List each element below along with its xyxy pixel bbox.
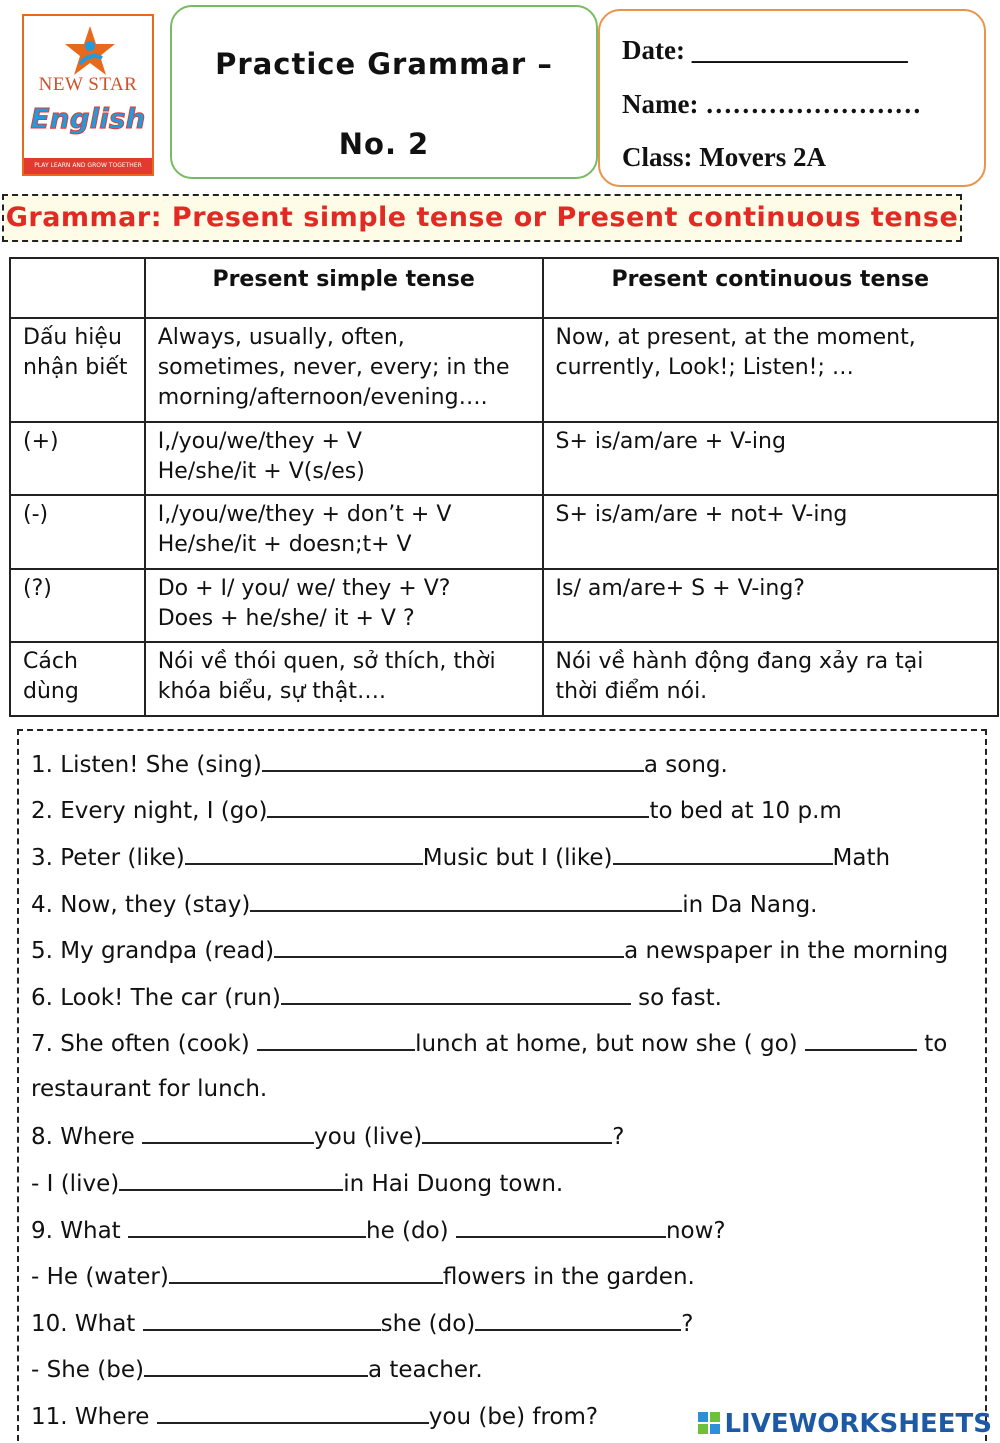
answer-blank[interactable] <box>456 1214 666 1238</box>
exercise-1-tail: a song. <box>643 752 728 778</box>
exercise-10-tail: ? <box>681 1311 694 1337</box>
exercise-8-answer <box>31 1167 563 1199</box>
worksheet-title: Practice Grammar – <box>215 47 553 81</box>
exercise-9-answer-tail: flowers in the garden. <box>442 1264 695 1290</box>
continuous-cell: Nói về hành động đang xảy ra tại thời điểm nói. <box>543 642 999 716</box>
simple-cell: I,/you/we/they + V He/she/it + V(s/es) <box>145 422 543 495</box>
answer-blank[interactable] <box>274 934 624 958</box>
new-star-english-logo <box>22 14 154 176</box>
exercise-3-tail: Math <box>832 845 891 871</box>
answer-blank[interactable] <box>128 1214 366 1238</box>
continuous-cell: S+ is/am/are + V-ing <box>543 422 999 495</box>
row-label: (-) <box>10 495 145 569</box>
exercise-9-tail: now? <box>665 1218 726 1244</box>
exercise-7-tail: to <box>916 1031 948 1057</box>
exercise-10 <box>31 1307 694 1339</box>
date-field: Date: ________________ <box>622 35 908 65</box>
answer-blank[interactable] <box>805 1027 917 1051</box>
continuous-cell: S+ is/am/are + not+ V-ing <box>543 495 999 569</box>
logo-english-text: English <box>30 102 146 135</box>
exercise-7-middle: lunch at home, but now she ( go) <box>415 1031 805 1057</box>
logo-tagline: PLAY LEARN AND GROW TOGETHER <box>24 158 152 174</box>
class-field: Class: Movers 2A <box>622 142 826 172</box>
continuous-cell: Now, at present, at the moment, currently, Look!; Listen!; … <box>543 318 999 422</box>
exercise-5-prompt: 5. My grandpa (read) <box>31 938 275 964</box>
logo-brand-text: NEW STAR <box>38 74 138 95</box>
exercise-5-tail: a newspaper in the morning <box>624 938 949 964</box>
exercise-10-prompt: 10. What <box>31 1311 143 1337</box>
table-row <box>10 569 998 642</box>
exercise-9 <box>31 1214 726 1246</box>
exercise-11-tail: you (be) from? <box>428 1404 599 1430</box>
answer-blank[interactable] <box>613 841 833 865</box>
exercise-10-answer-tail: a teacher. <box>367 1357 483 1383</box>
row-label: Cách dùng <box>10 642 145 716</box>
answer-blank[interactable] <box>185 841 423 865</box>
exercise-10-answer-prompt: - She (be) <box>31 1357 144 1383</box>
liveworksheets-icon <box>698 1412 720 1434</box>
exercise-7-continuation: restaurant for lunch. <box>31 1076 268 1102</box>
exercise-11 <box>31 1400 598 1432</box>
worksheet-title-box <box>170 5 598 179</box>
exercise-7-continued <box>31 1074 267 1104</box>
answer-blank[interactable] <box>475 1307 681 1331</box>
exercise-6 <box>31 981 722 1013</box>
table-row <box>10 318 998 422</box>
table-row <box>10 495 998 569</box>
continuous-cell: Is/ am/are+ S + V-ing? <box>543 569 999 642</box>
worksheet-number: No. 2 <box>338 127 430 161</box>
answer-blank[interactable] <box>267 794 649 818</box>
exercise-8-answer-prompt: - I (live) <box>31 1171 120 1197</box>
simple-cell: Do + I/ you/ we/ they + V? Does + he/she/ it + V ? <box>145 569 543 642</box>
exercise-box <box>17 729 987 1441</box>
exercise-10-middle: she (do) <box>380 1311 476 1337</box>
simple-cell: Always, usually, often, sometimes, never, every; in the morning/afternoon/evening…. <box>145 318 543 422</box>
answer-blank[interactable] <box>169 1260 443 1284</box>
exercise-6-prompt: 6. Look! The car (run) <box>31 985 281 1011</box>
star-logo-icon <box>62 24 118 80</box>
grammar-table <box>9 257 999 717</box>
row-label: Dấu hiệu nhận biết <box>10 318 145 422</box>
exercise-5 <box>31 934 948 966</box>
watermark-text: LIVEWORKSHEETS <box>724 1409 992 1439</box>
exercise-3 <box>31 841 890 873</box>
answer-blank[interactable] <box>119 1167 343 1191</box>
table-header-row <box>10 258 998 318</box>
exercise-1 <box>31 748 728 780</box>
answer-blank[interactable] <box>422 1120 612 1144</box>
table-header-empty <box>10 258 145 318</box>
exercise-9-prompt: 9. What <box>31 1218 128 1244</box>
exercise-2 <box>31 794 842 826</box>
exercise-3-prompt: 3. Peter (like) <box>31 845 185 871</box>
answer-blank[interactable] <box>142 1120 314 1144</box>
row-label: (+) <box>10 422 145 495</box>
table-row <box>10 422 998 495</box>
row-label: (?) <box>10 569 145 642</box>
student-info-box <box>598 9 986 187</box>
exercise-8-answer-tail: in Hai Duong town. <box>343 1171 564 1197</box>
exercise-7-prompt: 7. She often (cook) <box>31 1031 258 1057</box>
exercise-9-middle: he (do) <box>366 1218 456 1244</box>
simple-cell: Nói về thói quen, sở thích, thời khóa biểu, sự thật…. <box>145 642 543 716</box>
exercise-4-tail: in Da Nang. <box>682 892 818 918</box>
table-header-simple: Present simple tense <box>145 258 543 318</box>
table-header-continuous: Present continuous tense <box>543 258 999 318</box>
exercise-9-answer-prompt: - He (water) <box>31 1264 169 1290</box>
exercise-1-prompt: 1. Listen! She (sing) <box>31 752 262 778</box>
answer-blank[interactable] <box>144 1353 368 1377</box>
exercise-4 <box>31 888 817 920</box>
exercise-11-prompt: 11. Where <box>31 1404 157 1430</box>
table-row <box>10 642 998 716</box>
simple-cell: I,/you/we/they + don’t + V He/she/it + doesn;t+ V <box>145 495 543 569</box>
answer-blank[interactable] <box>250 888 682 912</box>
name-field: Name: …………………… <box>622 89 922 119</box>
exercise-4-prompt: 4. Now, they (stay) <box>31 892 251 918</box>
exercise-8-middle: you (live) <box>314 1124 423 1150</box>
exercise-3-middle: Music but I (like) <box>422 845 613 871</box>
exercise-8-prompt: 8. Where <box>31 1124 143 1150</box>
exercise-8-tail: ? <box>612 1124 625 1150</box>
answer-blank[interactable] <box>157 1400 429 1424</box>
answer-blank[interactable] <box>143 1307 381 1331</box>
answer-blank[interactable] <box>257 1027 415 1051</box>
exercise-6-tail: so fast. <box>630 985 722 1011</box>
exercise-7 <box>31 1027 947 1059</box>
exercise-2-prompt: 2. Every night, I (go) <box>31 798 268 824</box>
answer-blank[interactable] <box>281 981 631 1005</box>
grammar-topic-banner: Grammar: Present simple tense or Present continuous tense <box>2 194 962 242</box>
liveworksheets-watermark <box>698 1409 992 1439</box>
exercise-8 <box>31 1120 624 1152</box>
exercise-9-answer <box>31 1260 695 1292</box>
exercise-2-tail: to bed at 10 p.m <box>649 798 842 824</box>
answer-blank[interactable] <box>262 748 644 772</box>
exercise-10-answer <box>31 1353 483 1385</box>
